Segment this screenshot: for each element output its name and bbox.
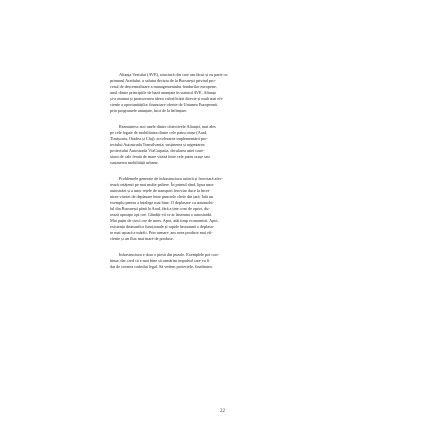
paragraph-4: [110, 252, 346, 270]
text-line: Timișoara, Oradea și Cluj): accelerarea implementării pro-: [110, 136, 208, 141]
text-line: prin programele anunțate, încă de la înființare.: [110, 108, 188, 113]
text-line: și-a asumat și promovarea ideea valorificării directe și mult mai efi-: [110, 96, 224, 101]
text-line: rează aproape opt ore. Gândiți-vă ce ar însemna o autostradă.: [110, 212, 213, 217]
text-line: unul dintre principiile de bază anunțate în statutul AVE. Alianța: [110, 90, 216, 95]
text-line: tinua, dar cred că e mai bine să urmărim impulsul care va fi: [110, 258, 210, 263]
text-line: cesul de descentralizare a managementului fondurilor europene,: [110, 84, 217, 89]
paragraph-3: [110, 176, 346, 242]
paragraph-1: [110, 72, 346, 114]
paragraph-2: [110, 124, 346, 166]
text-line: xiuni de cale ferată de mare viteză între cele patru orașe sau: [110, 154, 210, 159]
text-line: iectului Autostrada Transilvania; susținerea și urgentarea: [110, 142, 205, 147]
text-line: Infrastructura e doar o piesă din puzzle. Exemplele pot con-: [119, 252, 219, 257]
text-line: tează cetățenii pe mai multe paliere. În primul rând, lipsa unor: [110, 182, 214, 187]
text-line: Alianța Vestului (AVE), structură din care am făcut și eu parte cu: [119, 72, 228, 77]
text-line: dat de crearea cadrului legal. Să vedem proiectele, finalitatea.: [110, 264, 213, 269]
body-text: [110, 72, 346, 270]
text-line: proiectului Autostrada VíaCarpatia, derularea unei cone-: [110, 148, 205, 153]
text-line: Problemele generate de infrastructura rutieră și feroviară afec-: [119, 176, 223, 181]
text-line: exemplu pentru a înțelege mai bine. O deplasare cu automobi-: [110, 200, 214, 205]
text-line: nirea vitezei de deplasare între punctele cheie din țară. Iată un: [110, 194, 214, 199]
text-line: pe cele legate de mobilitatea dintre cele patru orașe (Arad,: [110, 130, 208, 135]
text-line: susținerea mobilității urbane.: [110, 160, 159, 165]
text-line: autostrăzi și a unor rețele de transport feroviar duce la încet-: [110, 188, 211, 193]
text-line: ciente și un flux mai mare de produse.: [110, 236, 174, 241]
page-number: 22: [220, 409, 225, 414]
text-line: re mai ușoară a mărfii. Prin urmare, am avea produse mai efi-: [110, 230, 213, 235]
text-line: lul din București până la Arad, fără a ține cont de opriri, du-: [110, 206, 210, 211]
text-line: ciente a oportunităților financiare oferite de Uniunea Europeană,: [110, 102, 218, 107]
text-line: primarul Aradului, a salutat decizia de la București privind pro-: [110, 78, 216, 83]
text-line: Mai puțin de cinci ore de mers. Apoi, atât timp economisit. Apoi,: [110, 218, 219, 223]
text-line: Reamintesc aici unele dintre obiectivele Alianței, mai ales: [119, 124, 216, 129]
text-line: existența drumurilor funcționale și rapide înseamnă o deplasa-: [110, 224, 214, 229]
